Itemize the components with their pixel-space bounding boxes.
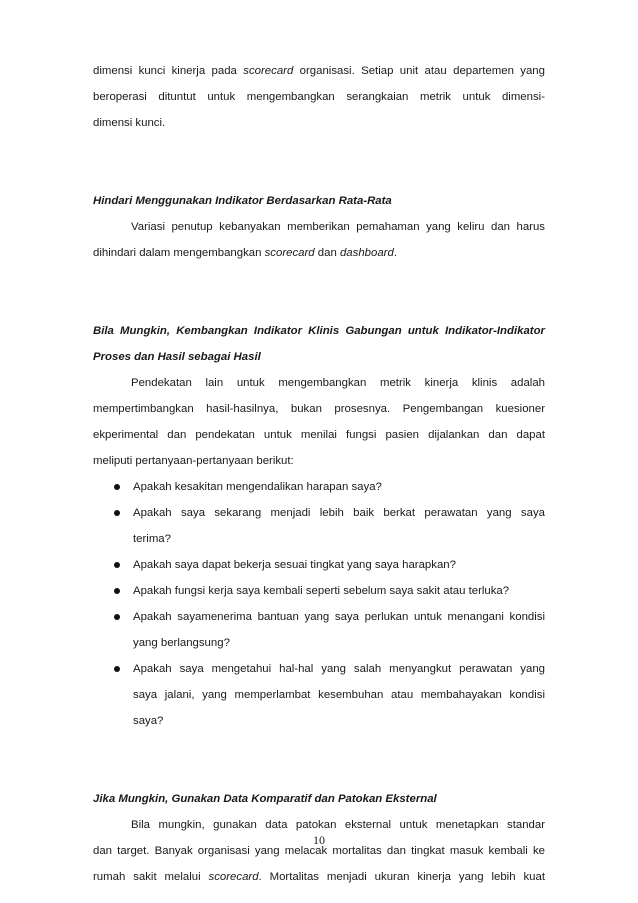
text-line: mempertimbangkan hasil-hasilnya, bukan prosesnya. Pengembangan kuesioner bbox=[93, 403, 545, 415]
document-page bbox=[93, 58, 545, 890]
bullet-icon bbox=[114, 484, 120, 490]
emphasis: scorecard bbox=[208, 871, 259, 883]
list-item: Apakah fungsi kerja saya kembali seperti sebelum saya sakit atau terluka? bbox=[93, 578, 545, 604]
text-line: Pendekatan lain untuk mengembangkan metrik kinerja klinis adalah bbox=[131, 377, 545, 389]
list-item: Apakah saya sekarang menjadi lebih baik berkat perawatan yang saya terima? bbox=[93, 500, 545, 552]
bullet-icon bbox=[114, 588, 120, 594]
page-number: 10 bbox=[313, 833, 325, 847]
text-line: Variasi penutup kebanyakan memberikan pemahaman yang keliru dan harus bbox=[131, 221, 545, 233]
bullet-icon bbox=[114, 614, 120, 620]
text-line: dimensi kunci. bbox=[93, 117, 166, 129]
bullet-icon bbox=[114, 666, 120, 672]
section-heading: Jika Mungkin, Gunakan Data Komparatif dan Patokan Eksternal bbox=[93, 793, 437, 805]
list-item: Apakah saya dapat bekerja sesuai tingkat yang saya harapkan? bbox=[93, 552, 545, 578]
list-item: Apakah kesakitan mengendalikan harapan saya? bbox=[93, 474, 545, 500]
bullet-icon bbox=[114, 510, 120, 516]
emphasis: scorecard bbox=[243, 65, 294, 77]
text-line: dihindari dalam mengembangkan scorecard dan dashboard. bbox=[93, 247, 397, 259]
text-line: meliputi pertanyaan-pertanyaan berikut: bbox=[93, 455, 294, 467]
emphasis: dashboard bbox=[339, 247, 394, 259]
text-line: Bila mungkin, gunakan data patokan eksternal untuk menetapkan standar bbox=[131, 819, 545, 831]
section-heading: Hindari Menggunakan Indikator Berdasarkan Rata-Rata bbox=[93, 195, 392, 207]
list-item: Apakah sayamenerima bantuan yang saya perlukan untuk menangani kondisi yang berlangsung? bbox=[93, 604, 545, 656]
emphasis: scorecard bbox=[264, 247, 315, 259]
text-line: dimensi kunci kinerja pada scorecard organisasi. Setiap unit atau departemen yang bbox=[93, 65, 545, 77]
bullet-icon bbox=[114, 562, 120, 568]
list-item: Apakah saya mengetahui hal-hal yang salah menyangkut perawatan yang saya jalani, yang memperlambat kesembuhan atau membahayakan kondisi saya? bbox=[93, 656, 545, 734]
text-line: rumah sakit melalui scorecard. Mortalitas menjadi ukuran kinerja yang lebih kuat bbox=[93, 871, 545, 883]
section-heading: Bila Mungkin, Kembangkan Indikator Klinis Gabungan untuk Indikator-Indikator bbox=[93, 325, 545, 337]
bullet-list bbox=[93, 474, 545, 734]
text-line: beroperasi dituntut untuk mengembangkan serangkaian metrik untuk dimensi- bbox=[93, 91, 545, 103]
intro-paragraph bbox=[93, 58, 545, 136]
text-line: ekperimental dan pendekatan untuk menilai fungsi pasien dijalankan dan dapat bbox=[93, 429, 545, 441]
section-heading: Proses dan Hasil sebagai Hasil bbox=[93, 351, 261, 363]
text-line: dan target. Banyak organisasi yang melacak mortalitas dan tingkat masuk kembali ke bbox=[93, 845, 545, 857]
